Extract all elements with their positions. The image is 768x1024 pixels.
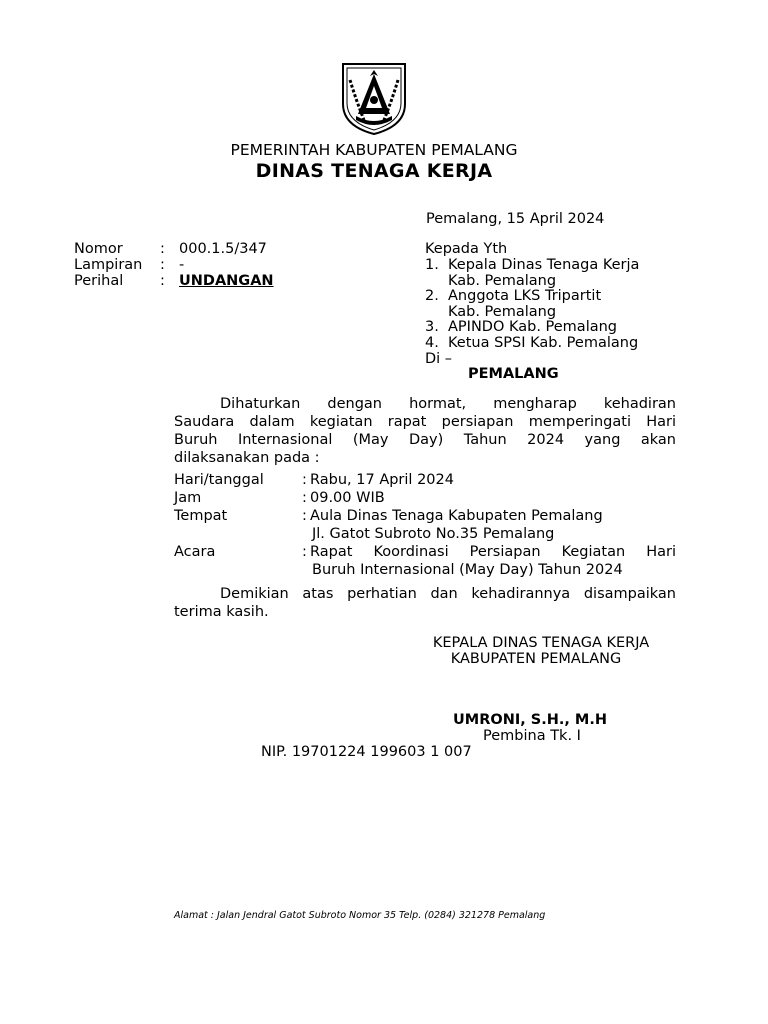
detail-value: Buruh Internasional (May Day) Tahun 2024	[312, 562, 623, 578]
body-paragraph	[174, 395, 676, 467]
closing-line: terima kasih.	[174, 604, 269, 620]
detail-value: Rabu, 17 April 2024	[310, 472, 454, 488]
recipients-block	[425, 241, 725, 391]
recipient-number: 3.	[425, 319, 439, 335]
signatory-rank: Pembina Tk. I	[483, 728, 581, 744]
detail-value: Jl. Gatot Subroto No.35 Pemalang	[312, 526, 555, 542]
agency-name: DINAS TENAGA KERJA	[255, 160, 493, 182]
meta-sep: :	[160, 241, 165, 257]
detail-sep: :	[302, 490, 307, 506]
meta-value: -	[179, 257, 185, 273]
recipient-line: Kepala Dinas Tenaga Kerja	[448, 257, 640, 273]
recipients-intro: Kepada Yth	[425, 241, 508, 257]
paragraph-line: Saudara dalam kegiatan rapat persiapan memperingati Hari	[174, 414, 676, 430]
signatory-name: UMRONI, S.H., M.H	[453, 712, 608, 728]
recipient-line: Ketua SPSI Kab. Pemalang	[448, 335, 639, 351]
subject-value: UNDANGAN	[179, 273, 274, 289]
meta-label: Perihal	[74, 273, 124, 289]
detail-label: Jam	[174, 490, 202, 506]
recipient-number: 2.	[425, 288, 439, 304]
regency-emblem	[340, 60, 408, 136]
paragraph-line: dilaksanakan pada :	[174, 450, 320, 466]
meta-label: Nomor	[74, 241, 123, 257]
detail-sep: :	[302, 544, 307, 560]
meta-value: 000.1.5/347	[179, 241, 267, 257]
place-date: Pemalang, 15 April 2024	[426, 211, 605, 227]
recipient-line: APINDO Kab. Pemalang	[448, 319, 618, 335]
detail-label: Tempat	[174, 508, 228, 524]
recipient-line: Anggota LKS Tripartit	[448, 288, 602, 304]
detail-value: Aula Dinas Tenaga Kabupaten Pemalang	[310, 508, 603, 524]
recipient-number: 4.	[425, 335, 439, 351]
closing-line: Demikian atas perhatian dan kehadirannya disampaikan	[220, 586, 676, 602]
paragraph-line: Buruh Internasional (May Day) Tahun 2024 yang akan	[174, 432, 676, 448]
closing-paragraph	[174, 585, 676, 621]
detail-value: 09.00 WIB	[310, 490, 385, 506]
signatory-title: KEPALA DINAS TENAGA KERJA	[432, 635, 650, 651]
recipient-line: Kab. Pemalang	[448, 304, 557, 320]
recipient-line: Kab. Pemalang	[448, 273, 557, 289]
meta-sep: :	[160, 273, 165, 289]
paragraph-line: Dihaturkan dengan hormat, mengharap kehadiran	[220, 396, 676, 412]
event-details	[174, 472, 676, 582]
government-name: PEMERINTAH KABUPATEN PEMALANG	[230, 141, 518, 159]
detail-label: Hari/tanggal	[174, 472, 264, 488]
meta-label: Lampiran	[74, 257, 143, 273]
signatory-title: KABUPATEN PEMALANG	[450, 651, 622, 667]
meta-sep: :	[160, 257, 165, 273]
footer-address: Alamat : Jalan Jendral Gatot Subroto Nomor 35 Telp. (0284) 321278 Pemalang	[174, 910, 546, 921]
detail-label: Acara	[174, 544, 216, 560]
recipients-di: Di –	[425, 351, 453, 367]
recipient-number: 1.	[425, 257, 439, 273]
signatory-nip: NIP. 19701224 199603 1 007	[261, 744, 472, 760]
detail-sep: :	[302, 508, 307, 524]
detail-sep: :	[302, 472, 307, 488]
recipients-city: PEMALANG	[468, 366, 559, 382]
detail-value: Rapat Koordinasi Persiapan Kegiatan Hari	[310, 544, 676, 560]
